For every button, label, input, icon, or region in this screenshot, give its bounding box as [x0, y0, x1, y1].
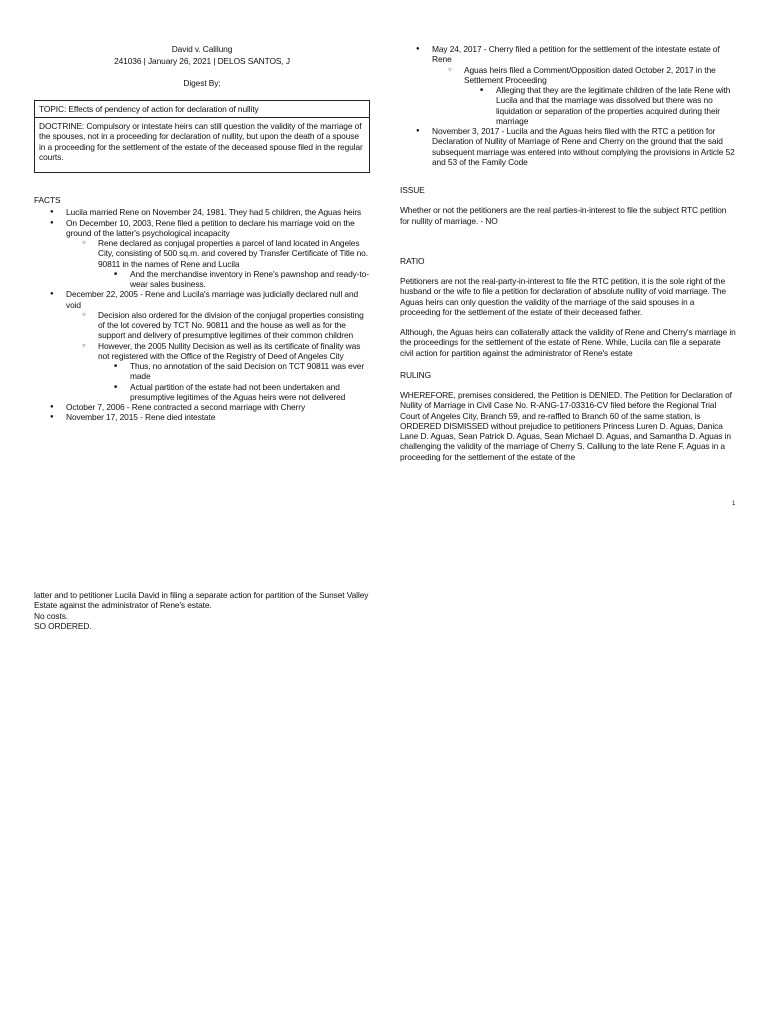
facts-heading: FACTS [34, 195, 61, 205]
list-item: ○ Aguas heirs filed a Comment/Opposition dated October 2, 2017 in the Settlement Proceeding ■ Alleging that they are the legitimate children of the late Rene with Lucila and that the marriage was dissolved but there was no liquidation or separation of the properties acquired during their marriage [432, 65, 736, 127]
ruling-text: WHEREFORE, premises considered, the Petition is DENIED. The Petition for Declaration of Nullity of Marriage in Civil Case No. R-ANG-17-03316-CV filed before the Regional Trial Court of Angeles City, Branch 59, and re-raffled to Branch 60 of the same station, is ORDERED DISMISSED without prejudice to petitioners Princess Luren D. Aguas, Danica Lane D. Aguas, Sean Patrick D. Aguas, Sean Michael D. Aguas, and Samantha D. Aguas in challenging the validity of the marriage of Cherry S. Calilung to the late Rene F. Aguas in a proceeding for the settlement of the estate of the [400, 390, 732, 462]
list-item: ■ Actual partition of the estate had not been undertaken and presumptive legitimes of the Aguas heirs were not delivered [98, 382, 370, 403]
facts-list [34, 207, 370, 422]
ratio-heading: RATIO [400, 255, 425, 266]
issue-heading: ISSUE [400, 185, 425, 195]
case-citation: 241036 | January 26, 2021 | DELOS SANTOS, J [114, 56, 290, 67]
list-item: ● May 24, 2017 - Cherry filed a petition for the settlement of the intestate estate of Rene ○ Aguas heirs filed a Comment/Opposition dated October 2, 2017 in the Settlement Proceeding ■ Alleging that they are the legitimate children of the late Rene with Lucila and that the marriage was dissolved but there was no liquidation or separation of the properties acquired during their marriage [400, 44, 736, 126]
issue-text: Whether or not the petitioners are the real parties-in-interest to file the subject RTC petition for nullity of marriage. - NO [400, 205, 727, 226]
list-item: ● December 22, 2005 - Rene and Lucila's marriage was judicially declared null and void ○ Decision also ordered for the division of the conjugal properties consisting of the lot covered by TCT No. 90811 and the house as well as for the support and delivery of presumptive legitimes of their common children ○ However, the 2005 Nullity Decision as well as its certificate of finality was not registered with the Office of the Registry of Deed of Angeles City ■ Thus, no annotation of the said Decision on TCT 90811 was ever made ■ Actual partition of the estate had not been undertaken and presumptive legitimes of the Aguas heirs were not delivered [34, 289, 370, 402]
list-item: ○ Rene declared as conjugal properties a parcel of land located in Angeles City, consisting of 500 sq.m. and covered by Transfer Certificate of Title no. 90811 in the names of Rene and Lucila ■ And the merchandise inventory in Rene's pawnshop and ready-to-wear sales business. [66, 238, 370, 289]
list-item: ● October 7, 2006 - Rene contracted a second marriage with Cherry [34, 402, 370, 412]
case-header [34, 44, 370, 88]
list-item: ○ However, the 2005 Nullity Decision as well as its certificate of finality was not registered with the Office of the Registry of Deed of Angeles City ■ Thus, no annotation of the said Decision on TCT 90811 was ever made ■ Actual partition of the estate had not been undertaken and presumptive legitimes of the Aguas heirs were not delivered [66, 341, 370, 403]
ratio-paragraph-1: Petitioners are not the real-party-in-interest to file the RTC petition, it is the sole right of the husband or the wife to file a petition for declaration of absolute nullity of void marriage. The Aguas heirs can only question the validity of the marriage of the said spouses in a proceeding for the settlement of the estate of their deceased father. [400, 276, 726, 317]
list-item: ■ Thus, no annotation of the said Decision on TCT 90811 was ever made [98, 361, 370, 382]
ratio-paragraph-2: Although, the Aguas heirs can collaterally attack the validity of Rene and Cherry's marriage in the proceedings for the settlement of the estate of Rene. While, Lucila can file a separate civil action for partition against the administrator of Rene's estate [400, 327, 736, 358]
list-item: ■ And the merchandise inventory in Rene's pawnshop and ready-to-wear sales business. [98, 269, 370, 290]
list-item: ● Lucila married Rene on November 24, 1981. They had 5 children, the Aguas heirs [34, 207, 370, 217]
left-column [34, 44, 370, 423]
facts-list-continued [400, 44, 736, 167]
page-number: 1 [732, 501, 736, 507]
so-ordered: SO ORDERED. [34, 620, 92, 631]
list-item: ○ Decision also ordered for the division of the conjugal properties consisting of the lot covered by TCT No. 90811 and the house as well as for the support and delivery of presumptive legitimes of their common children [66, 310, 370, 341]
digest-by: Digest By: [183, 77, 221, 88]
case-title: David v. Calilung [171, 44, 233, 54]
topic-doctrine-box [34, 100, 370, 173]
list-item: ● November 17, 2015 - Rene died intestate [34, 412, 370, 422]
list-item: ■ Alleging that they are the legitimate children of the late Rene with Lucila and that the marriage was dissolved but there was no liquidation or separation of the properties acquired during their marriage [464, 85, 736, 126]
doctrine: DOCTRINE: Compulsory or intestate heirs can still question the validity of the marriage of the spouses, not in a proceeding for declaration of nullity, but upon the death of a spouse in a proceeding for the settlement of the estate of the deceased spouse filed in the regular courts. [39, 121, 363, 162]
topic: TOPIC: Effects of pendency of action for declaration of nullity [35, 101, 369, 118]
list-item: ● November 3, 2017 - Lucila and the Aguas heirs filed with the RTC a petition for Declaration of Nullity of Marriage of Rene and Cherry on the ground that the said subsequent marriage was entered into without complying the provisions in Article 52 and 53 of the Family Code [400, 126, 736, 167]
ruling-continued-text: latter and to petitioner Lucila David in filing a separate action for partition of the Sunset Valley Estate against the administrator of Rene's estate. [34, 590, 369, 611]
no-costs: No costs. [34, 610, 69, 621]
list-item: ● On December 10, 2003, Rene filed a petition to declare his marriage void on the ground of the latter's psychological incapacity ○ Rene declared as conjugal properties a parcel of land located in Angeles City, consisting of 500 sq.m. and covered by Transfer Certificate of Title no. 90811 in the names of Rene and Lucila ■ And the merchandise inventory in Rene's pawnshop and ready-to-wear sales business. [34, 218, 370, 290]
ruling-heading: RULING [400, 369, 432, 380]
right-column [400, 44, 736, 462]
ruling-continuation [34, 590, 370, 631]
